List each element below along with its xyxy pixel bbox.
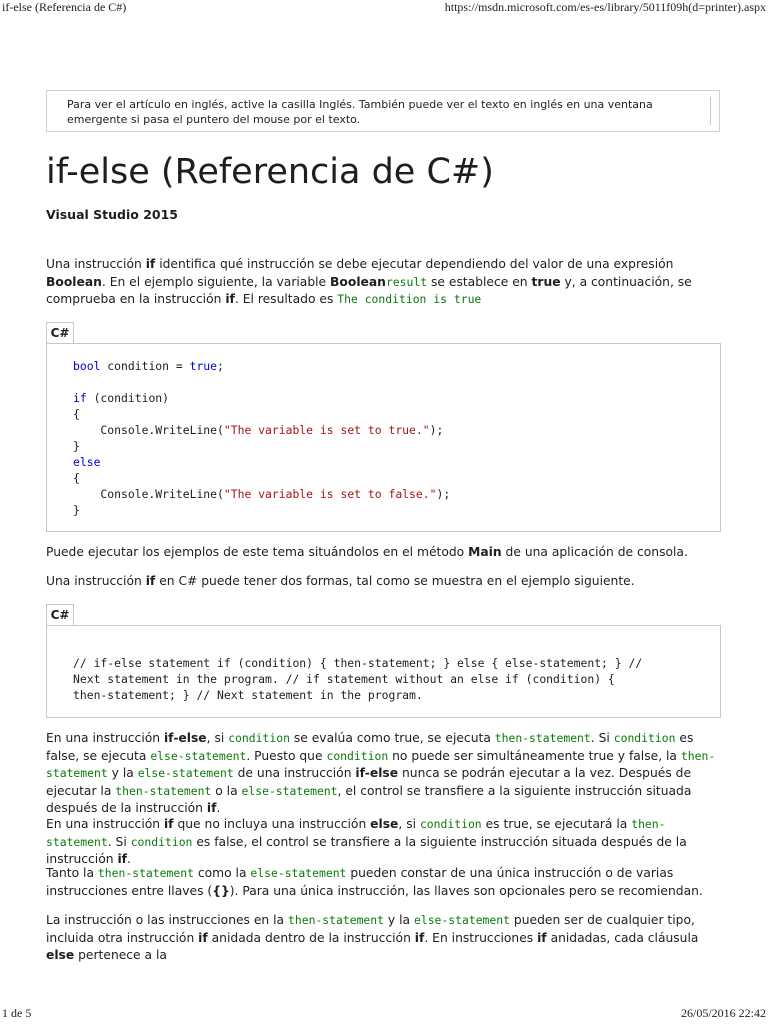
if-else-paragraph: En una instrucción if-else, si condition se evalúa como true, se ejecuta then-statement. Si condition es false, se ejecuta else-statement. Puesto que condition no puede ser simultáneamente true y false, la then-statement y la else-statement de una instrucción if-else nunca se podrán ejecutar a la vez. Después de ejecutar la then-statement o la else-statement, el control se transfiere a la siguiente instrucción situada después de la instrucción if.	[46, 731, 716, 815]
code-block-2	[46, 625, 721, 718]
page-subtitle: Visual Studio 2015	[46, 207, 178, 222]
notice-divider	[710, 97, 711, 125]
print-datetime: 26/05/2016 22:42	[680, 1006, 766, 1020]
main-method-paragraph: Puede ejecutar los ejemplos de este tema situándolos en el método Main de una aplicación de consola.	[46, 545, 688, 559]
intro-paragraph: Una instrucción if identifica qué instrucción se debe ejecutar dependiendo del valor de una expresión Boolean. En el ejemplo siguiente, la variable Booleanresult se establece en true y, a continuación, se comprueba en la instrucción if. El resultado es The condition is true	[46, 257, 692, 306]
code-tab-csharp-2[interactable]: C#	[46, 604, 74, 626]
page-number: 1 de 5	[2, 1006, 32, 1020]
print-header-title: if-else (Referencia de C#)	[2, 0, 127, 14]
nested-if-paragraph: La instrucción o las instrucciones en la then-statement y la else-statement pueden ser de cualquier tipo, incluida otra instrucción if anidada dentro de la instrucción if. En instrucciones if anidadas, cada cláusula else pertenece a la	[46, 913, 699, 962]
translation-notice-text: Para ver el artículo en inglés, active la casilla Inglés. También puede ver el texto en inglés en una ventana emergente si pasa el puntero del mouse por el texto.	[67, 98, 653, 126]
code-block-1	[46, 343, 721, 532]
braces-paragraph: Tanto la then-statement como la else-statement pueden constar de una única instrucción o de varias instrucciones entre llaves ({}). Para una única instrucción, las llaves son opcionales pero se recomiendan.	[46, 866, 703, 898]
page-title: if-else (Referencia de C#)	[46, 152, 494, 192]
code-block-1-text: bool condition = true; if (condition) { Console.WriteLine("The variable is set to true."); } else { Console.WriteLine("The variable is set to false."); }	[73, 359, 451, 517]
two-forms-paragraph: Una instrucción if en C# puede tener dos formas, tal como se muestra en el ejemplo siguiente.	[46, 574, 635, 588]
print-header-url: https://msdn.microsoft.com/es-es/library/5011f09h(d=printer).aspx	[444, 0, 766, 14]
translation-notice	[46, 90, 720, 132]
if-without-else-paragraph: En una instrucción if que no incluya una instrucción else, si condition es true, se ejecutará la then-statement. Si condition es false, el control se transfiere a la siguiente instrucción situada después de la instrucción if.	[46, 817, 687, 866]
print-header	[0, 0, 768, 16]
code-block-2-text: // if-else statement if (condition) { then-statement; } else { else-statement; } // Next statement in the program. // if statement without an else if (condition) { then-statement; } // Next statement in the program.	[73, 656, 643, 702]
print-footer	[0, 1006, 768, 1022]
code-tab-csharp-1[interactable]: C#	[46, 322, 74, 344]
